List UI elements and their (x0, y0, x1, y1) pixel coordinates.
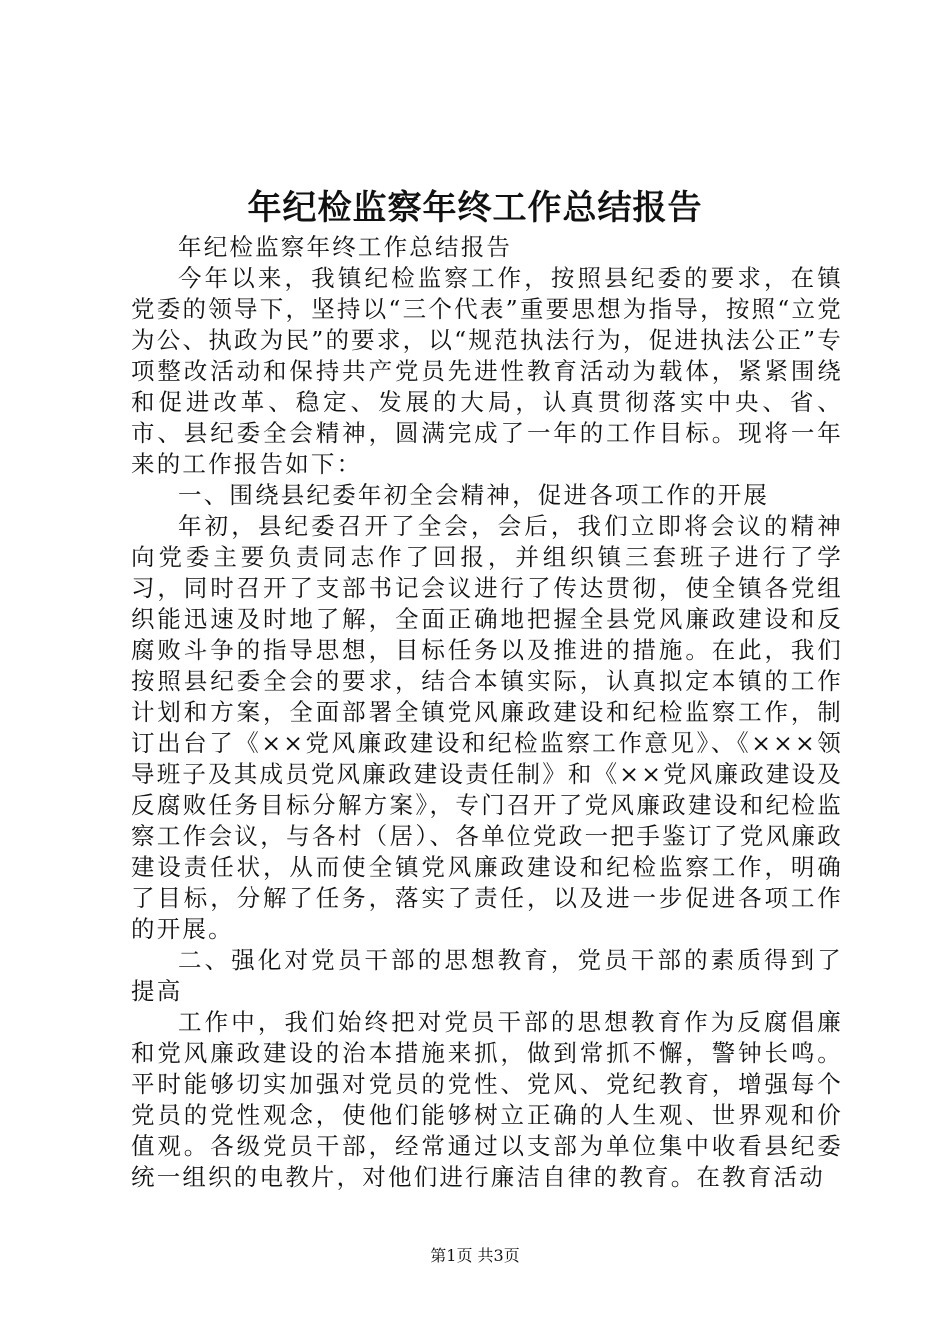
paragraph-subtitle: 年纪检监察年终工作总结报告 (178, 233, 513, 261)
document-body (131, 232, 843, 1193)
page-footer: 第1页 共3页 (430, 1246, 520, 1265)
section-heading-1: 一、围绕县纪委年初全会精神，促进各项工作的开展 (178, 481, 770, 509)
paragraph-section-2: 工作中，我们始终把对党员干部的思想教育作为反腐倡廉和党风廉政建设的治本措施来抓，做到常抓不懈，警钟长鸣。平时能够切实加强对党员的党性、党风、党纪教育，增强每个党员的党性观念，使他们能够树立正确的人生观、世界观和价值观。各级党员干部，经常通过以支部为单位集中收看县纪委统一组织的电教片，对他们进行廉洁自律的教育。在教育活动 (131, 1008, 843, 1191)
paragraph-intro: 今年以来，我镇纪检监察工作，按照县纪委的要求，在镇党委的领导下，坚持以“三个代表”重要思想为指导，按照“立党为公、执政为民”的要求，以“规范执法行为，促进执法公正”专项整改活动和保持共产党员先进性教育活动为载体，紧紧围绕和促进改革、稳定、发展的大局，认真贯彻落实中央、省、市、县纪委全会精神，圆满完成了一年的工作目标。现将一年来的工作报告如下： (131, 264, 843, 478)
document-title: 年纪检监察年终工作总结报告 (247, 188, 703, 228)
section-heading-2: 二、强化对党员干部的思想教育，党员干部的素质得到了提高 (131, 946, 843, 1005)
paragraph-section-1: 年初，县纪委召开了全会，会后，我们立即将会议的精神向党委主要负责同志作了回报，并组织镇三套班子进行了学习，同时召开了支部书记会议进行了传达贯彻，使全镇各党组织能迅速及时地了解，全面正确地把握全县党风廉政建设和反腐败斗争的指导思想，目标任务以及推进的措施。在此，我们按照县纪委全会的要求，结合本镇实际，认真拟定本镇的工作计划和方案，全面部署全镇党风廉政建设和纪检监察工作，制订出台了《××党风廉政建设和纪检监察工作意见》、《×××领导班子及其成员党风廉政建设责任制》和《××党风廉政建设及反腐败任务目标分解方案》，专门召开了党风廉政建设和纪检监察工作会议，与各村（居）、各单位党政一把手鉴订了党风廉政建设责任状，从而使全镇党风廉政建设和纪检监察工作，明确了目标，分解了任务，落实了责任，以及进一步促进各项工作的开展。 (131, 512, 843, 943)
